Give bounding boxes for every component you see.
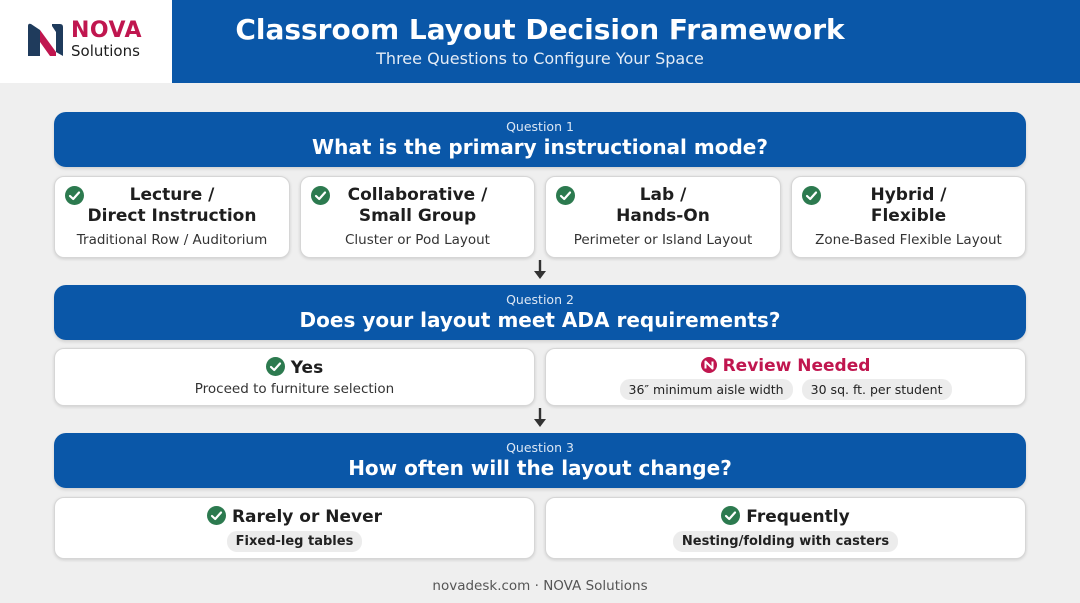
nova-n-icon (701, 357, 717, 373)
check-circle-icon (266, 357, 285, 376)
arrow-down-icon (532, 407, 548, 429)
ada-yes-card[interactable] (54, 348, 535, 406)
change-frequently-card[interactable] (545, 497, 1026, 559)
question-2-number: Question 2 (506, 292, 574, 307)
option-card-collaborative[interactable] (300, 176, 535, 258)
page-subtitle: Three Questions to Configure Your Space (376, 49, 704, 68)
arrow-down-icon (532, 259, 548, 281)
question-3-number: Question 3 (506, 440, 574, 455)
header-banner (0, 0, 1080, 83)
option-title-line2: Direct Instruction (87, 206, 257, 226)
question-1-number: Question 1 (506, 119, 574, 134)
furniture-pill: Fixed-leg tables (227, 531, 363, 552)
question-2-text: Does your layout meet ADA requirements? (299, 308, 781, 332)
change-frequently-label: Frequently (746, 507, 850, 527)
ada-yes-subtitle: Proceed to furniture selection (194, 381, 395, 397)
logo-tagline: Solutions (71, 42, 140, 60)
page-title: Classroom Layout Decision Framework (235, 13, 845, 46)
option-card-hybrid[interactable] (791, 176, 1026, 258)
option-card-lecture[interactable] (54, 176, 290, 258)
option-subtitle: Traditional Row / Auditorium (76, 232, 268, 248)
requirement-pill-space: 30 sq. ft. per student (802, 379, 952, 400)
option-title-line2: Small Group (358, 206, 477, 226)
change-rarely-label: Rarely or Never (231, 507, 383, 527)
option-title-line2: Flexible (870, 206, 947, 226)
ada-review-label: Review Needed (722, 356, 871, 376)
question-3-text: How often will the layout change? (348, 456, 732, 480)
logo-wordmark: NOVA (71, 18, 143, 43)
nova-logo-icon (26, 22, 66, 58)
furniture-pill: Nesting/folding with casters (673, 531, 898, 552)
check-circle-icon (721, 506, 740, 525)
change-rarely-card[interactable] (54, 497, 535, 559)
option-title-line1: Hybrid / (870, 185, 947, 205)
option-subtitle: Zone-Based Flexible Layout (815, 232, 1002, 248)
option-card-lab[interactable] (545, 176, 781, 258)
ada-review-card[interactable] (545, 348, 1026, 406)
question-1-bar (54, 112, 1026, 167)
question-2-bar (54, 285, 1026, 340)
option-subtitle: Perimeter or Island Layout (573, 232, 753, 248)
ada-yes-label: Yes (290, 358, 324, 378)
requirement-pill-aisle: 36″ minimum aisle width (620, 379, 793, 400)
option-title-line1: Collaborative / (347, 185, 488, 205)
option-title-line1: Lab / (639, 185, 687, 205)
logo (0, 0, 172, 83)
option-title-line2: Hands-On (616, 206, 710, 226)
option-title-line1: Lecture / (129, 185, 215, 205)
option-subtitle: Cluster or Pod Layout (345, 232, 490, 248)
question-1-text: What is the primary instructional mode? (312, 135, 768, 159)
check-circle-icon (207, 506, 226, 525)
footer-text: novadesk.com · NOVA Solutions (432, 578, 648, 594)
question-3-bar (54, 433, 1026, 488)
